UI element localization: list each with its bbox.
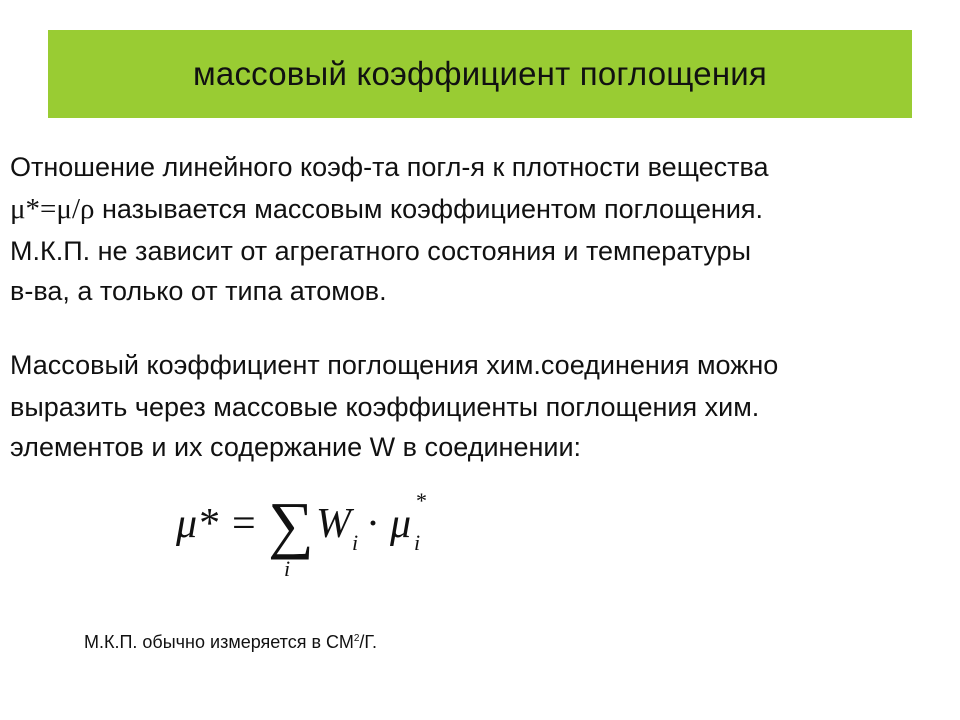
- formula-mu: μ: [390, 501, 412, 547]
- formula-mu-index: i: [414, 530, 421, 555]
- mu-ratio-symbol: μ*=μ/ρ: [10, 193, 95, 225]
- para2-line2: выразить через массовые коэффициенты поглощения хим.: [10, 392, 760, 422]
- formula-w: W: [316, 501, 351, 547]
- units-note-sup: 2: [353, 633, 360, 644]
- mass-coefficient-formula: [176, 488, 456, 592]
- sum-index: i: [284, 556, 291, 581]
- para1-line3: М.К.П. не зависит от агрегатного состояния и температуры: [10, 236, 751, 266]
- formula-dot: ·: [366, 501, 380, 547]
- para1-line2: [10, 192, 763, 226]
- para2-line3: элементов и их содержание W в соединении:: [10, 432, 582, 462]
- formula-lhs: μ*: [176, 501, 219, 547]
- sum-symbol: ∑: [268, 489, 314, 560]
- para1-line4: в-ва, а только от типа атомов.: [10, 276, 387, 306]
- slide-title: массовый коэффициент поглощения: [193, 55, 767, 92]
- para1-line2-text: называется массовым коэффициентом поглощения.: [102, 194, 764, 224]
- units-note-prefix: М.К.П. обычно измеряется в СМ: [84, 632, 354, 652]
- para2-line1: Массовый коэффициент поглощения хим.соединения можно: [10, 350, 779, 380]
- units-note: [84, 628, 377, 653]
- formula-mu-star: *: [416, 488, 427, 513]
- formula-w-index: i: [352, 530, 359, 555]
- units-note-suffix: /Г.: [359, 632, 377, 652]
- title-banner: [48, 30, 912, 118]
- formula-equals: =: [232, 501, 256, 547]
- para1-line1: Отношение линейного коэф-та погл-я к плотности вещества: [10, 152, 769, 182]
